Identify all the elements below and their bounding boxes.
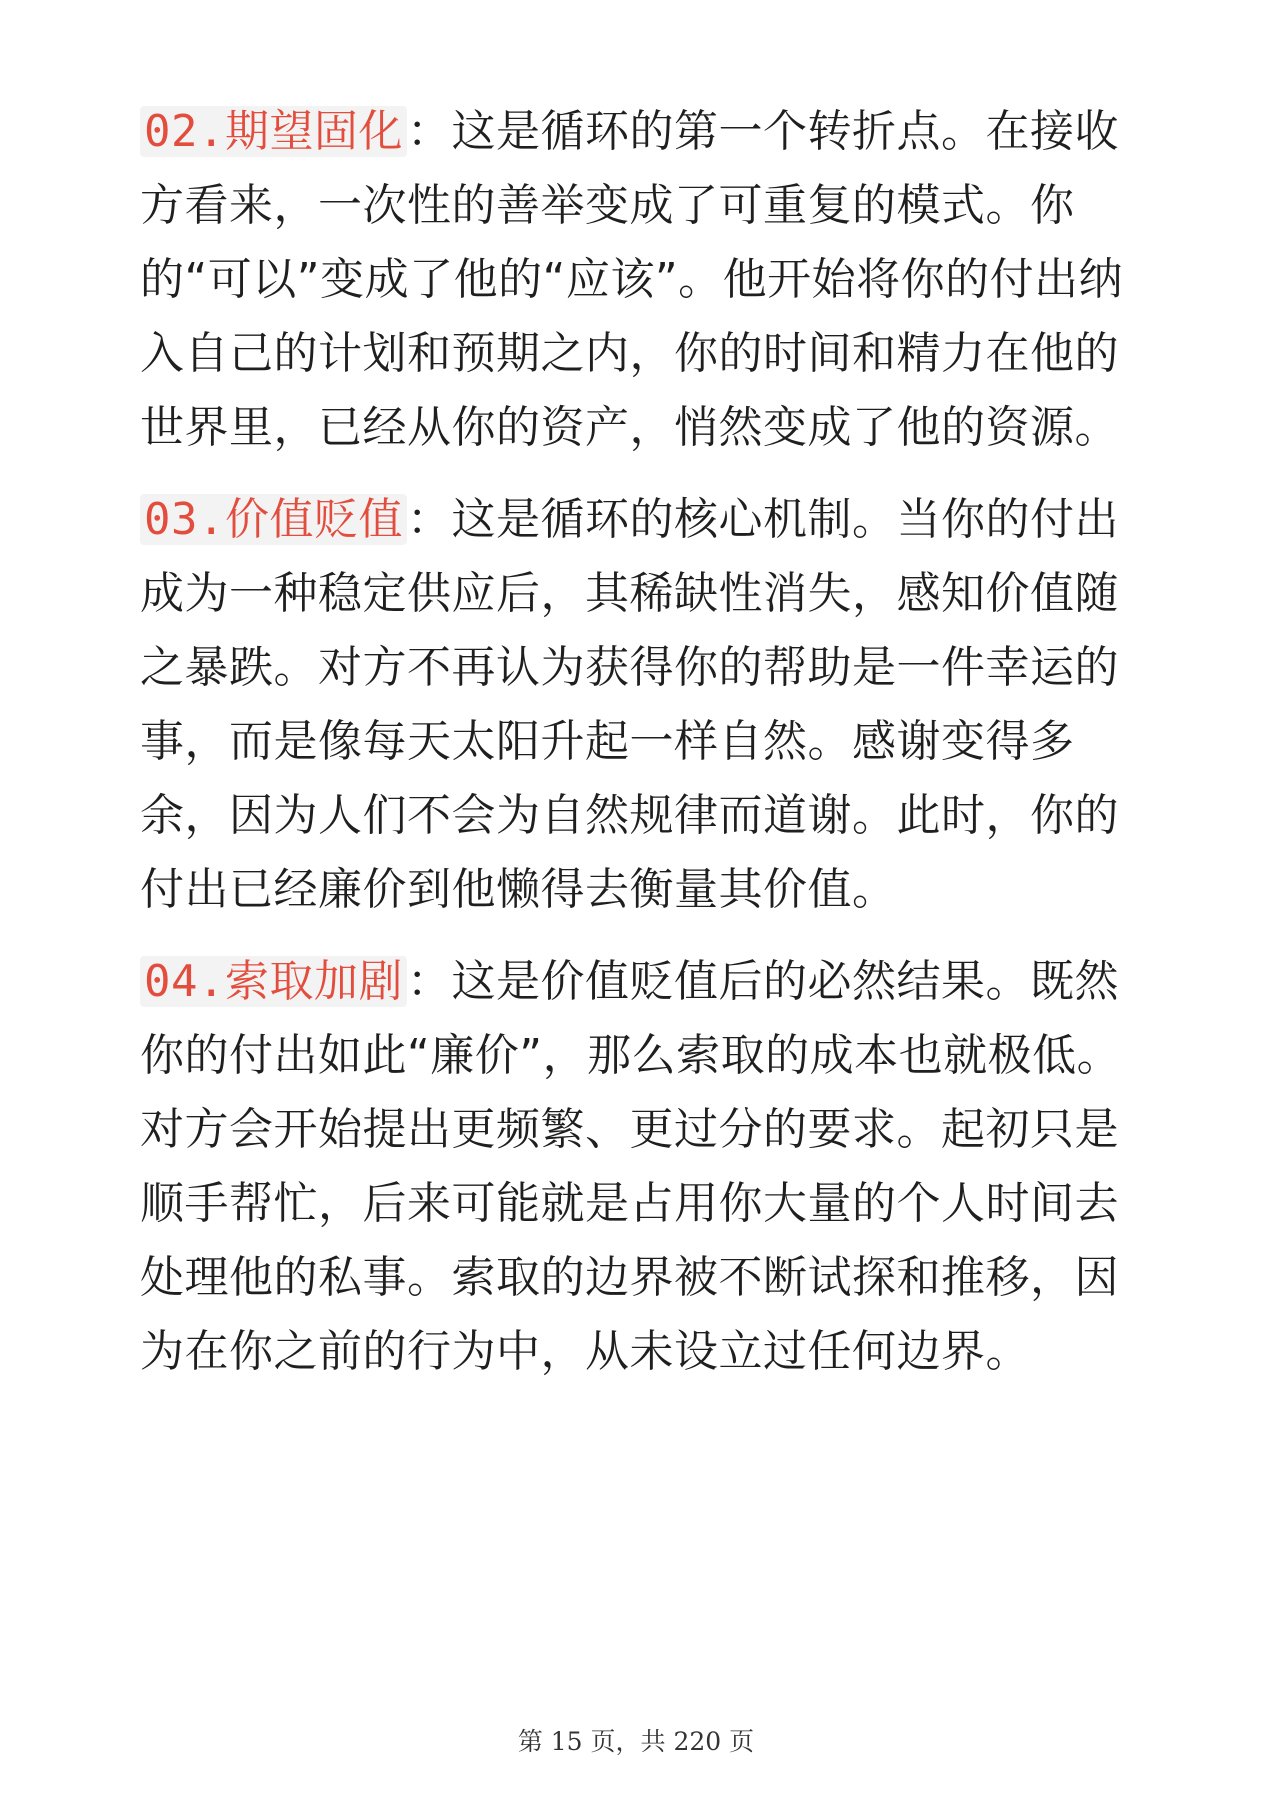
section-number: 03. bbox=[144, 494, 225, 545]
section-number: 02. bbox=[144, 106, 225, 157]
document-body bbox=[140, 95, 1140, 1407]
section-title: 期望固化 bbox=[224, 106, 403, 157]
section-title: 索取加剧 bbox=[224, 956, 403, 1007]
paragraph-value-depreciation bbox=[140, 483, 1140, 927]
paragraph-expectation-solidify bbox=[140, 95, 1140, 465]
paragraph-text: ：这是循环的第一个转折点。在接收方看来，一次性的善举变成了可重复的模式。你的“可以”变成了他的“应该”。他开始将你的付出纳入自己的计划和预期之内，你的时间和精力在他的世界里，已经从你的资产，悄然变成了他的资源。 bbox=[140, 106, 1124, 453]
paragraph-text: ：这是循环的核心机制。当你的付出成为一种稳定供应后，其稀缺性消失，感知价值随之暴跌。对方不再认为获得你的帮助是一件幸运的事，而是像每天太阳升起一样自然。感谢变得多余，因为人们不会为自然规律而道谢。此时，你的付出已经廉价到他懒得去衡量其价值。 bbox=[140, 494, 1119, 915]
section-tag bbox=[140, 956, 407, 1007]
page-number-footer: 第 15 页，共 220 页 bbox=[517, 1727, 755, 1756]
section-tag bbox=[140, 494, 407, 545]
section-number: 04. bbox=[144, 956, 225, 1007]
section-tag bbox=[140, 106, 407, 157]
paragraph-text: ：这是价值贬值后的必然结果。既然你的付出如此“廉价”，那么索取的成本也就极低。对方会开始提出更频繁、更过分的要求。起初只是顺手帮忙，后来可能就是占用你大量的个人时间去处理他的私事。索取的边界被不断试探和推移，因为在你之前的行为中，从未设立过任何边界。 bbox=[140, 956, 1122, 1377]
paragraph-demand-escalation bbox=[140, 945, 1140, 1389]
section-title: 价值贬值 bbox=[224, 494, 403, 545]
